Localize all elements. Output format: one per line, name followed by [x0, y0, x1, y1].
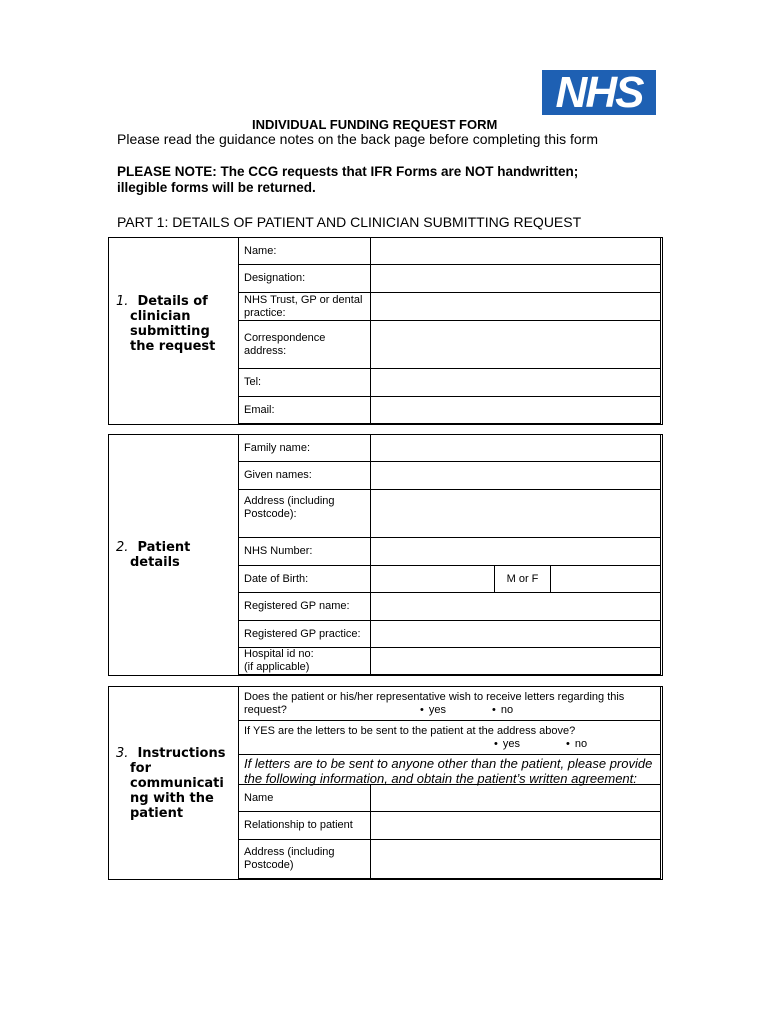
designation-input[interactable]: [370, 264, 661, 293]
section3-number: 3.: [116, 746, 129, 761]
relationship-label: Relationship to patient: [238, 811, 371, 840]
section3-label-line: communicati: [130, 776, 224, 791]
relationship-input[interactable]: [370, 811, 661, 840]
section2-label-line: details: [130, 555, 180, 570]
clinician-name-label: Name:: [238, 237, 371, 265]
address-question-cell: [238, 720, 661, 755]
section3-label: [116, 746, 236, 821]
hospital-id-label: [238, 647, 371, 675]
sex-input[interactable]: [550, 565, 661, 593]
section3-label-line: ng with the: [130, 791, 214, 806]
section2-label-line: Patient: [137, 540, 191, 555]
letters-question-cont: request?: [244, 704, 287, 716]
contact-name-input[interactable]: [370, 784, 661, 812]
section2-label: [116, 540, 234, 570]
trust-label: NHS Trust, GP or dental practice:: [238, 292, 371, 321]
dob-label: Date of Birth:: [238, 565, 371, 593]
third-party-note-cell: [238, 754, 661, 785]
q2-no-option[interactable]: • no: [566, 738, 587, 751]
given-names-label: Given names:: [238, 461, 371, 490]
section1-label-line: Details of: [137, 294, 208, 309]
patient-address-label: Address (including Postcode):: [238, 489, 371, 538]
contact-address-label: Address (including Postcode): [238, 839, 371, 879]
correspondence-label: Correspondence address:: [238, 320, 371, 369]
letters-question-cell: [238, 686, 661, 721]
hospital-id-input[interactable]: [370, 647, 661, 675]
part1-heading: PART 1: DETAILS OF PATIENT AND CLINICIAN SUBMITTING REQUEST: [117, 214, 582, 230]
nhs-number-label: NHS Number:: [238, 537, 371, 566]
contact-address-input[interactable]: [370, 839, 661, 879]
handwriting-note: [117, 164, 677, 196]
hospital-id-text: Hospital id no:: [244, 648, 314, 660]
section1-label-line: submitting: [130, 324, 210, 339]
section1-label-line: clinician: [130, 309, 191, 324]
trust-input[interactable]: [370, 292, 661, 321]
gp-practice-label: Registered GP practice:: [238, 620, 371, 648]
section2-number: 2.: [116, 540, 129, 555]
form-title: INDIVIDUAL FUNDING REQUEST FORM: [252, 117, 498, 132]
q1-yes-option[interactable]: • yes: [420, 704, 446, 717]
address-question: If YES are the letters to be sent to the patient at the address above?: [244, 725, 576, 737]
section3-label-line: patient: [130, 806, 184, 821]
section3-label-line: for: [130, 761, 151, 776]
family-name-label: Family name:: [238, 434, 371, 462]
email-label: Email:: [238, 396, 371, 424]
contact-name-label: Name: [238, 784, 371, 812]
letters-question: Does the patient or his/her representative wish to receive letters regarding this: [244, 691, 625, 703]
q1-no-option[interactable]: • no: [492, 704, 513, 717]
dob-input[interactable]: [370, 565, 495, 593]
designation-label: Designation:: [238, 264, 371, 293]
note-line-1: PLEASE NOTE: The CCG requests that IFR Forms are NOT handwritten;: [117, 164, 579, 179]
q2-yes-option[interactable]: • yes: [494, 738, 520, 751]
third-party-note-2: the following information, and obtain the patient’s written agreement:: [244, 771, 637, 786]
section1-label-line: the request: [130, 339, 216, 354]
section1-label: [116, 294, 234, 354]
gp-name-input[interactable]: [370, 592, 661, 621]
third-party-note-1: If letters are to be sent to anyone other than the patient, please provide: [244, 756, 653, 771]
email-input[interactable]: [370, 396, 661, 424]
sex-label: M or F: [494, 565, 551, 593]
nhs-logo: NHS: [542, 70, 656, 115]
family-name-input[interactable]: [370, 434, 661, 462]
patient-address-input[interactable]: [370, 489, 661, 538]
gp-name-label: Registered GP name:: [238, 592, 371, 621]
section3-label-line: Instructions: [137, 746, 226, 761]
guidance-text: Please read the guidance notes on the back page before completing this form: [117, 131, 598, 147]
tel-label: Tel:: [238, 368, 371, 397]
gp-practice-input[interactable]: [370, 620, 661, 648]
note-line-2: illegible forms will be returned.: [117, 180, 316, 195]
section1-number: 1.: [116, 294, 129, 309]
hospital-id-note: (if applicable): [244, 661, 310, 673]
nhs-number-input[interactable]: [370, 537, 661, 566]
clinician-name-input[interactable]: [370, 237, 661, 265]
given-names-input[interactable]: [370, 461, 661, 490]
tel-input[interactable]: [370, 368, 661, 397]
correspondence-input[interactable]: [370, 320, 661, 369]
